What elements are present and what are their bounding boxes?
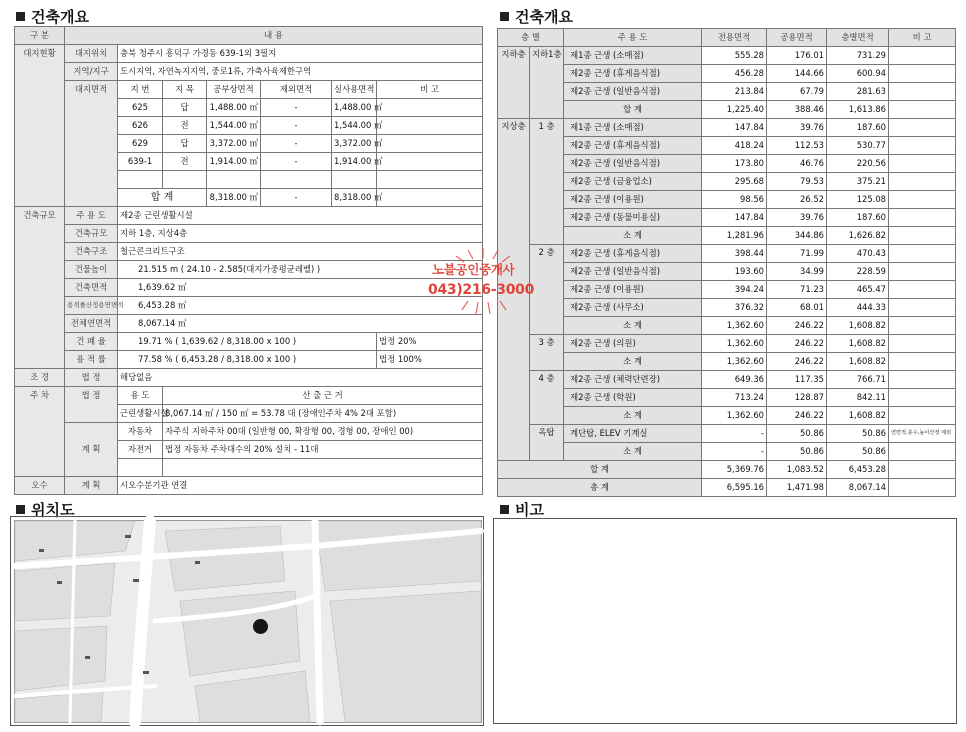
note-cell (889, 281, 956, 299)
table-row (498, 119, 956, 137)
lot-no: 629 (118, 135, 163, 153)
floor-label: 3 층 (530, 335, 564, 371)
parking-car-label: 자동차 (118, 423, 163, 441)
floor-area-cell: 444.33 (827, 299, 889, 317)
scale-label: 건축면적 (65, 279, 118, 297)
lot-official: 1,914.00 ㎡ (207, 153, 261, 171)
subtotal-private: 1,362.60 (702, 317, 767, 335)
private-area-cell: 213.84 (702, 83, 767, 101)
subtotal-row (498, 353, 956, 371)
floor-label: 2 층 (530, 245, 564, 335)
bullet-square-icon (500, 505, 509, 514)
common-area-cell: 50.86 (767, 425, 827, 443)
floor-area-cell: 220.56 (827, 155, 889, 173)
subtotal-floor-area: 1,613.86 (827, 101, 889, 119)
floor-label: 옥탑 (530, 425, 564, 461)
parking-legal-label: 법 정 (65, 387, 118, 423)
site-group-label: 대지현황 (15, 45, 65, 207)
use-cell: 계단탑, ELEV 기계실 (564, 425, 702, 443)
lot-total-actual: 8,318.00 ㎡ (332, 189, 377, 207)
parking-plan-label: 계 획 (65, 423, 118, 477)
private-area-cell: 555.28 (702, 47, 767, 65)
use-cell: 제1종 근생 (소매점) (564, 119, 702, 137)
common-area-cell: 246.22 (767, 335, 827, 353)
table-row (498, 263, 956, 281)
lot-note (377, 135, 483, 153)
common-area-cell: 39.76 (767, 209, 827, 227)
subtotal-row (498, 443, 956, 461)
lot-excluded: - (261, 153, 332, 171)
note-cell (889, 173, 956, 191)
subtotal-common: 246.22 (767, 353, 827, 371)
col-header-use: 주 용 도 (564, 29, 702, 47)
common-area-cell: 79.53 (767, 173, 827, 191)
common-area-cell: 39.76 (767, 119, 827, 137)
floor-area-cell: 187.60 (827, 209, 889, 227)
use-cell: 제2종 근생 (체력단련장) (564, 371, 702, 389)
total-row-floor-area: 8,067.14 (827, 479, 889, 497)
sum-row (498, 461, 956, 479)
scale-label: 건축구조 (65, 243, 118, 261)
site-marker-icon (253, 619, 268, 634)
left-panel-title (16, 6, 89, 27)
floor-label: 4 층 (530, 371, 564, 425)
note-cell (889, 155, 956, 173)
note-cell (889, 191, 956, 209)
parking-basis-header: 산 출 근 거 (163, 387, 483, 405)
col-header-private: 전용면적 (702, 29, 767, 47)
table-row (498, 209, 956, 227)
location-map[interactable] (14, 520, 482, 723)
subtotal-note (889, 353, 956, 371)
subtotal-row (498, 101, 956, 119)
table-row (498, 371, 956, 389)
use-cell: 제1종 근생 (소매점) (564, 47, 702, 65)
lot-no: 626 (118, 117, 163, 135)
col-header-note: 비 고 (889, 29, 956, 47)
use-cell: 제2종 근생 (일반음식점) (564, 263, 702, 281)
common-area-cell: 176.01 (767, 47, 827, 65)
floor-group-label: 지하층 (498, 47, 530, 119)
private-area-cell: 649.36 (702, 371, 767, 389)
subtotal-common: 246.22 (767, 317, 827, 335)
sewage-label: 계 획 (65, 477, 118, 495)
subtotal-label: 소 계 (564, 443, 702, 461)
private-area-cell: 295.68 (702, 173, 767, 191)
floor-area-table (497, 28, 956, 497)
building-overview-table (14, 26, 483, 495)
use-cell: 제2종 근생 (일반음식점) (564, 155, 702, 173)
lot-total-excluded: - (261, 189, 332, 207)
sewage-group-label: 오수 (15, 477, 65, 495)
location-value: 충북 청주시 흥덕구 가경동 639-1외 3필지 (118, 45, 483, 63)
subtotal-common: 344.86 (767, 227, 827, 245)
lot-type: 전 (163, 153, 207, 171)
parking-group-label: 주 차 (15, 387, 65, 477)
scale-value: 6,453.28 ㎡ (118, 297, 483, 315)
lot-official: 3,372.00 ㎡ (207, 135, 261, 153)
sum-row-label: 합 계 (498, 461, 702, 479)
table-row (498, 137, 956, 155)
private-area-cell: - (702, 425, 767, 443)
private-area-cell: 147.84 (702, 119, 767, 137)
note-cell (889, 389, 956, 407)
scale-label: 용적률산정용연면적 (65, 297, 118, 315)
lot-no: 625 (118, 99, 163, 117)
note-cell (889, 245, 956, 263)
lot-total-label: 합 계 (118, 189, 207, 207)
use-cell: 제2종 근생 (사무소) (564, 299, 702, 317)
lot-header-no: 지 번 (118, 81, 163, 99)
use-cell: 제2종 근생 (휴게음식점) (564, 137, 702, 155)
subtotal-private: 1,281.96 (702, 227, 767, 245)
subtotal-note (889, 317, 956, 335)
subtotal-floor-area: 1,608.82 (827, 353, 889, 371)
subtotal-label: 소 계 (564, 227, 702, 245)
zone-label: 지역/지구 (65, 63, 118, 81)
subtotal-row (498, 317, 956, 335)
landscape-value: 해당없음 (118, 369, 483, 387)
bullet-square-icon (16, 12, 25, 21)
floor-area-cell: 281.63 (827, 83, 889, 101)
parking-use-value: 근린생활시설 (118, 405, 163, 423)
right-title-text: 건축개요 (515, 8, 573, 26)
lot-excluded: - (261, 117, 332, 135)
subtotal-note (889, 101, 956, 119)
far-label: 용 적 률 (65, 351, 118, 369)
private-area-cell: 394.24 (702, 281, 767, 299)
floor-area-cell: 50.86 (827, 425, 889, 443)
bcr-label: 건 폐 율 (65, 333, 118, 351)
private-area-cell: 398.44 (702, 245, 767, 263)
subtotal-common: 246.22 (767, 407, 827, 425)
common-area-cell: 71.23 (767, 281, 827, 299)
floor-area-cell: 125.08 (827, 191, 889, 209)
scale-value: 21.515 m ( 24.10 - 2.585(대지가중평균레벨) ) (118, 261, 483, 279)
subtotal-private: 1,362.60 (702, 407, 767, 425)
scale-value: 철근콘크리트구조 (118, 243, 483, 261)
floor-table-header (498, 29, 956, 47)
col-header-floor-area: 층별면적 (827, 29, 889, 47)
table-row (498, 281, 956, 299)
table-row (498, 335, 956, 353)
subtotal-floor-area: 1,608.82 (827, 407, 889, 425)
use-cell: 제2종 근생 (휴게음식점) (564, 245, 702, 263)
table-row (498, 299, 956, 317)
scale-value: 지하 1층, 지상4층 (118, 225, 483, 243)
table-row (498, 191, 956, 209)
use-cell: 제2종 근생 (이용원) (564, 191, 702, 209)
floor-area-cell: 375.21 (827, 173, 889, 191)
sum-row-common: 1,083.52 (767, 461, 827, 479)
subtotal-floor-area: 50.86 (827, 443, 889, 461)
floor-area-cell: 842.11 (827, 389, 889, 407)
floor-label: 지하1층 (530, 47, 564, 119)
lot-header-actual: 실사용면적 (332, 81, 377, 99)
lot-excluded: - (261, 135, 332, 153)
lot-note (377, 117, 483, 135)
far-value: 77.58 % ( 6,453.28 / 8,318.00 x 100 ) (118, 351, 377, 369)
use-cell: 제2종 근생 (이용원) (564, 281, 702, 299)
bcr-value: 19.71 % ( 1,639.62 / 8,318.00 x 100 ) (118, 333, 377, 351)
note-cell: 연면적,층수,높이산정 제외 (889, 425, 956, 443)
common-area-cell: 67.79 (767, 83, 827, 101)
subtotal-label: 합 계 (564, 101, 702, 119)
table-row (498, 425, 956, 443)
private-area-cell: 193.60 (702, 263, 767, 281)
lot-actual: 3,372.00 ㎡ (332, 135, 377, 153)
sum-row-note (889, 461, 956, 479)
note-cell (889, 371, 956, 389)
lot-note (377, 153, 483, 171)
note-cell (889, 65, 956, 83)
lot-official: 1,544.00 ㎡ (207, 117, 261, 135)
subtotal-row (498, 407, 956, 425)
common-area-cell: 68.01 (767, 299, 827, 317)
lot-type: 답 (163, 135, 207, 153)
private-area-cell: 1,362.60 (702, 335, 767, 353)
scale-group-label: 건축규모 (15, 207, 65, 369)
subtotal-note (889, 227, 956, 245)
floor-area-cell: 530.77 (827, 137, 889, 155)
table-row (498, 245, 956, 263)
private-area-cell: 376.32 (702, 299, 767, 317)
scale-label: 건축규모 (65, 225, 118, 243)
table-row (498, 65, 956, 83)
note-cell (889, 119, 956, 137)
subtotal-row (498, 227, 956, 245)
lot-type: 답 (163, 99, 207, 117)
note-cell (889, 209, 956, 227)
common-area-cell: 112.53 (767, 137, 827, 155)
subtotal-common: 388.46 (767, 101, 827, 119)
subtotal-common: 50.86 (767, 443, 827, 461)
sum-row-floor-area: 6,453.28 (827, 461, 889, 479)
table-row (498, 389, 956, 407)
scale-value: 8,067.14 ㎡ (118, 315, 483, 333)
col-header-floor: 층 별 (498, 29, 564, 47)
floor-area-cell: 1,608.82 (827, 335, 889, 353)
subtotal-private: 1,225.40 (702, 101, 767, 119)
remarks-panel-title (500, 499, 544, 520)
lot-no: 639-1 (118, 153, 163, 171)
landscape-group-label: 조 경 (15, 369, 65, 387)
stamp-burst-icon (428, 246, 538, 316)
sum-row-private: 5,369.76 (702, 461, 767, 479)
bullet-square-icon (500, 12, 509, 21)
lot-header-note: 비 고 (377, 81, 483, 99)
note-cell (889, 299, 956, 317)
area-label: 대지면적 (65, 81, 118, 207)
location-title-text: 위치도 (31, 501, 75, 519)
floor-area-cell: 766.71 (827, 371, 889, 389)
floor-area-cell: 465.47 (827, 281, 889, 299)
agency-stamp (428, 246, 538, 316)
table-row (498, 47, 956, 65)
lot-type: 전 (163, 117, 207, 135)
total-row-common: 1,471.98 (767, 479, 827, 497)
scale-label: 건물높이 (65, 261, 118, 279)
lot-actual: 1,914.00 ㎡ (332, 153, 377, 171)
lot-actual: 1,488.00 ㎡ (332, 99, 377, 117)
subtotal-label: 소 계 (564, 317, 702, 335)
lot-official: 1,488.00 ㎡ (207, 99, 261, 117)
zone-value: 도시지역, 자연녹지지역, 중로1류, 가축사육제한구역 (118, 63, 483, 81)
bullet-square-icon (16, 505, 25, 514)
location-label: 대지위치 (65, 45, 118, 63)
use-cell: 제2종 근생 (금융업소) (564, 173, 702, 191)
col-header-common: 공용면적 (767, 29, 827, 47)
lot-note (377, 99, 483, 117)
subtotal-label: 소 계 (564, 407, 702, 425)
remarks-title-text: 비고 (515, 501, 544, 519)
table-row (498, 173, 956, 191)
common-area-cell: 34.99 (767, 263, 827, 281)
stamp-phone: 043)216-3000 (428, 282, 535, 298)
header-content: 내 용 (65, 27, 483, 45)
subtotal-note (889, 443, 956, 461)
map-drawing (15, 521, 481, 722)
floor-area-cell: 187.60 (827, 119, 889, 137)
subtotal-floor-area: 1,626.82 (827, 227, 889, 245)
total-row-label: 총 계 (498, 479, 702, 497)
private-area-cell: 418.24 (702, 137, 767, 155)
lot-header-official: 공부상면적 (207, 81, 261, 99)
common-area-cell: 26.52 (767, 191, 827, 209)
parking-bike-label: 자전거 (118, 441, 163, 459)
subtotal-note (889, 407, 956, 425)
note-cell (889, 47, 956, 65)
floor-area-cell: 470.43 (827, 245, 889, 263)
header-category: 구 분 (15, 27, 65, 45)
common-area-cell: 46.76 (767, 155, 827, 173)
floor-area-cell: 600.94 (827, 65, 889, 83)
lot-header-excluded: 제외면적 (261, 81, 332, 99)
note-cell (889, 335, 956, 353)
lot-header-type: 지 목 (163, 81, 207, 99)
total-row (498, 479, 956, 497)
total-row-private: 6,595.16 (702, 479, 767, 497)
note-cell (889, 137, 956, 155)
remarks-box (493, 518, 957, 724)
parking-bike-value: 법정 자동차 주차대수의 20% 설치 - 11대 (163, 441, 483, 459)
scale-value: 1,639.62 ㎡ (118, 279, 483, 297)
scale-value: 제2종 근린생활시설 (118, 207, 483, 225)
common-area-cell: 71.99 (767, 245, 827, 263)
total-row-note (889, 479, 956, 497)
table-row (498, 155, 956, 173)
private-area-cell: 456.28 (702, 65, 767, 83)
lot-total-official: 8,318.00 ㎡ (207, 189, 261, 207)
parking-car-value: 자주식 지하주차 00대 (일반형 00, 확장형 00, 경형 00, 장애인 00) (163, 423, 483, 441)
floor-label: 1 층 (530, 119, 564, 245)
private-area-cell: 147.84 (702, 209, 767, 227)
scale-label: 전체연면적 (65, 315, 118, 333)
landscape-label: 법 정 (65, 369, 118, 387)
subtotal-label: 소 계 (564, 353, 702, 371)
sewage-value: 시오수분기관 연결 (118, 477, 483, 495)
left-title-text: 건축개요 (31, 8, 89, 26)
floor-area-cell: 731.29 (827, 47, 889, 65)
subtotal-private: 1,362.60 (702, 353, 767, 371)
subtotal-floor-area: 1,608.82 (827, 317, 889, 335)
common-area-cell: 128.87 (767, 389, 827, 407)
parking-use-header: 용 도 (118, 387, 163, 405)
lot-excluded: - (261, 99, 332, 117)
far-legal: 법정 100% (377, 351, 483, 369)
lot-actual: 1,544.00 ㎡ (332, 117, 377, 135)
use-cell: 제2종 근생 (의원) (564, 335, 702, 353)
table-row (498, 83, 956, 101)
common-area-cell: 144.66 (767, 65, 827, 83)
scale-label: 주 용 도 (65, 207, 118, 225)
stamp-name: 노블공인중개사 (432, 262, 515, 277)
bcr-legal: 법정 20% (377, 333, 483, 351)
note-cell (889, 263, 956, 281)
subtotal-private: - (702, 443, 767, 461)
use-cell: 제2종 근생 (동물미용실) (564, 209, 702, 227)
right-panel-title (500, 6, 573, 27)
private-area-cell: 98.56 (702, 191, 767, 209)
floor-group-label: 지상층 (498, 119, 530, 461)
parking-basis-value: 8,067.14 ㎡ / 150 ㎡ = 53.78 대 (장애인주차 4% 2대 포함) (163, 405, 483, 423)
floor-area-cell: 228.59 (827, 263, 889, 281)
note-cell (889, 83, 956, 101)
use-cell: 제2종 근생 (휴게음식점) (564, 65, 702, 83)
use-cell: 제2종 근생 (일반음식점) (564, 83, 702, 101)
private-area-cell: 713.24 (702, 389, 767, 407)
common-area-cell: 117.35 (767, 371, 827, 389)
use-cell: 제2종 근생 (학원) (564, 389, 702, 407)
private-area-cell: 173.80 (702, 155, 767, 173)
